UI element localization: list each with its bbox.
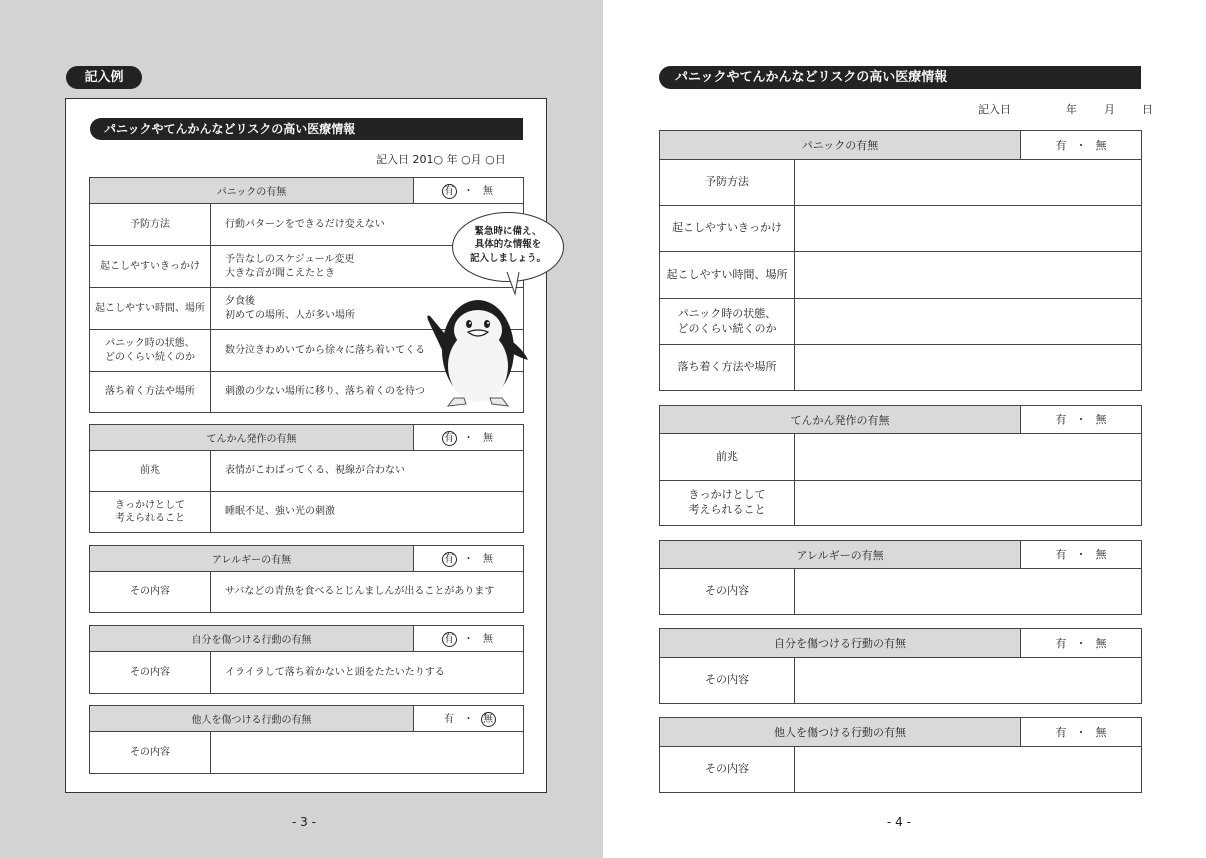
row-value-line: 数分泣きわめいてから徐々に落ち着いてくる <box>225 344 425 356</box>
row-label <box>90 288 211 330</box>
date-day: 日 <box>1142 103 1153 116</box>
option-yes[interactable]: 有 <box>442 431 457 446</box>
separator-dot: ・ <box>463 185 474 197</box>
section-header: てんかん発作の有無 <box>90 425 414 451</box>
table-row <box>90 572 524 613</box>
row-value-line: 夕食後 <box>225 296 255 307</box>
row-label <box>660 481 795 526</box>
table-row <box>90 492 524 533</box>
entry-field[interactable] <box>795 206 1142 252</box>
row-label-line: 予防方法 <box>705 175 749 189</box>
option-no[interactable]: 無 <box>1095 138 1107 152</box>
section-table <box>89 705 524 774</box>
speech-bubble-line: 具体的な情報を <box>474 239 542 251</box>
row-label <box>660 252 795 299</box>
table-row <box>660 299 1142 345</box>
row-label-line: その内容 <box>705 673 749 687</box>
entry-field[interactable] <box>795 481 1142 526</box>
row-label <box>660 160 795 206</box>
date-year: 年 <box>1066 103 1077 116</box>
row-value <box>211 572 524 613</box>
row-label-line: 起こしやすいきっかけ <box>672 221 782 235</box>
row-label-line: 起こしやすい時間、場所 <box>95 302 205 314</box>
table-row <box>660 252 1142 299</box>
yes-no-choice[interactable] <box>1021 718 1142 747</box>
date-label: 記入日 <box>978 103 1011 116</box>
row-label-line: 前兆 <box>716 449 738 463</box>
row-value-line: 大きな音が聞こえたとき <box>225 267 335 279</box>
row-label <box>660 658 795 704</box>
entry-field[interactable] <box>795 160 1142 206</box>
row-value <box>211 451 524 492</box>
table-row <box>90 451 524 492</box>
row-label-line: 考えられること <box>115 513 185 524</box>
row-label <box>90 330 211 372</box>
option-no[interactable]: 無 <box>1095 548 1107 561</box>
section-header: てんかん発作の有無 <box>660 406 1021 434</box>
row-label <box>660 299 795 345</box>
row-label-line: その内容 <box>130 746 170 758</box>
row-label <box>660 434 795 481</box>
section-table <box>89 625 524 694</box>
row-label-line: 考えられること <box>688 503 766 516</box>
row-label <box>90 246 211 288</box>
section-table <box>659 540 1142 615</box>
table-row <box>660 345 1142 391</box>
left-date-line: 記入日 201○ 年 ○月 ○日 <box>376 153 506 166</box>
table-row <box>660 658 1142 704</box>
row-value-line: 初めての場所、人が多い場所 <box>225 309 355 321</box>
page-number: - 4 - <box>887 815 911 829</box>
row-label <box>660 747 795 793</box>
section-table <box>89 545 524 613</box>
option-no[interactable]: 無 <box>483 553 494 565</box>
option-no[interactable]: 無 <box>1095 413 1107 426</box>
section-header: パニックの有無 <box>90 178 414 204</box>
row-value-line: 睡眠不足、強い光の刺激 <box>225 506 335 518</box>
option-yes[interactable]: 有 <box>1055 413 1067 426</box>
entry-field[interactable] <box>795 252 1142 299</box>
row-label-line: パニック時の状態、 <box>677 306 777 320</box>
row-label-line: 前兆 <box>140 465 160 477</box>
option-no[interactable]: 無 <box>1095 636 1107 650</box>
row-label-line: きっかけとして <box>688 488 766 502</box>
row-value-line: 刺激の少ない場所に移り、落ち着くのを待つ <box>225 386 425 398</box>
speech-bubble-line: 記入しましょう。 <box>469 252 546 264</box>
separator-dot: ・ <box>1075 413 1087 426</box>
row-label <box>660 345 795 391</box>
section-table <box>659 628 1142 704</box>
entry-field[interactable] <box>795 434 1142 481</box>
row-label <box>90 652 211 694</box>
row-label <box>90 204 211 246</box>
separator-dot: ・ <box>1075 138 1087 152</box>
entry-field[interactable] <box>795 747 1142 793</box>
row-label-line: パニック時の状態、 <box>105 338 195 349</box>
table-row <box>660 747 1142 793</box>
option-yes[interactable]: 有 <box>442 552 457 567</box>
option-yes[interactable]: 有 <box>1055 548 1067 561</box>
option-no[interactable]: 無 <box>481 712 496 727</box>
row-value-line: サバなどの青魚を食べるとじんましんが出ることがあります <box>225 586 495 598</box>
yes-no-choice[interactable] <box>414 706 524 732</box>
yes-no-choice[interactable] <box>414 546 524 572</box>
yes-no-choice[interactable] <box>414 425 524 451</box>
option-no[interactable]: 無 <box>483 185 494 197</box>
row-label-line: その内容 <box>130 666 170 678</box>
section-table <box>89 424 524 533</box>
section-header: 他人を傷つける行動の有無 <box>90 706 414 732</box>
table-row <box>660 160 1142 206</box>
right-section-heading: パニックやてんかんなどリスクの高い医療情報 <box>659 66 1141 89</box>
row-value <box>211 652 524 694</box>
yes-no-choice[interactable] <box>1021 131 1142 160</box>
separator-dot: ・ <box>1075 548 1087 561</box>
row-value-line: 行動パターンをできるだけ変えない <box>225 218 385 230</box>
row-value-line: イライラして落ち着かないと頭をたたいたりする <box>225 666 445 678</box>
row-label <box>90 572 211 613</box>
option-yes[interactable]: 有 <box>1055 138 1067 152</box>
row-label <box>90 732 211 774</box>
section-header: パニックの有無 <box>660 131 1021 160</box>
row-label <box>90 492 211 533</box>
row-label <box>90 451 211 492</box>
row-label-line: きっかけとして <box>115 499 185 511</box>
example-badge: 記入例 <box>66 66 142 89</box>
table-row <box>660 434 1142 481</box>
row-label-line: その内容 <box>705 762 749 776</box>
option-yes[interactable]: 有 <box>442 632 457 647</box>
section-header: 他人を傷つける行動の有無 <box>660 718 1021 747</box>
yes-no-choice[interactable] <box>414 626 524 652</box>
option-yes[interactable]: 有 <box>1055 636 1067 650</box>
option-yes[interactable]: 有 <box>442 184 457 199</box>
penguin-mascot-icon <box>420 288 532 410</box>
row-label-line: どのくらい続くのか <box>105 351 195 363</box>
separator-dot: ・ <box>463 633 474 645</box>
row-label-line: 起こしやすい時間、場所 <box>666 267 788 281</box>
option-no[interactable]: 無 <box>483 633 493 645</box>
row-value <box>211 732 524 774</box>
separator-dot: ・ <box>1075 636 1087 650</box>
option-no[interactable]: 無 <box>483 432 493 444</box>
separator-dot: ・ <box>463 713 474 725</box>
page-number: - 3 - <box>292 815 316 829</box>
row-label-line: その内容 <box>705 584 749 598</box>
table-row <box>660 569 1142 615</box>
row-label-line: どのくらい続くのか <box>677 321 777 335</box>
separator-dot: ・ <box>463 553 474 565</box>
row-label-line: 落ち着く方法や場所 <box>105 386 195 398</box>
yes-no-choice[interactable] <box>1021 541 1142 569</box>
option-no[interactable]: 無 <box>1095 725 1107 739</box>
section-header: 自分を傷つける行動の有無 <box>90 626 414 652</box>
separator-dot: ・ <box>463 432 474 444</box>
yes-no-choice[interactable] <box>1021 629 1142 658</box>
date-month: 月 <box>1104 103 1115 116</box>
table-row <box>90 652 524 694</box>
table-row <box>660 206 1142 252</box>
entry-field[interactable] <box>795 658 1142 704</box>
separator-dot: ・ <box>1075 725 1087 739</box>
row-label <box>660 569 795 615</box>
row-label-line: その内容 <box>130 586 170 598</box>
entry-field[interactable] <box>795 569 1142 615</box>
row-label <box>660 206 795 252</box>
row-label-line: 起こしやすいきっかけ <box>100 260 200 272</box>
option-yes[interactable]: 有 <box>444 713 454 725</box>
section-header: 自分を傷つける行動の有無 <box>660 629 1021 658</box>
yes-no-choice[interactable] <box>414 178 524 204</box>
row-value-line: 予告なしのスケジュール変更 <box>225 254 355 265</box>
table-row <box>90 732 524 774</box>
section-header: アレルギーの有無 <box>660 541 1021 569</box>
row-label-line: 落ち着く方法や場所 <box>677 360 777 374</box>
entry-field[interactable] <box>795 299 1142 345</box>
yes-no-choice[interactable] <box>1021 406 1142 434</box>
row-value <box>211 492 524 533</box>
option-yes[interactable]: 有 <box>1055 725 1067 739</box>
entry-field[interactable] <box>795 345 1142 391</box>
section-table <box>659 130 1142 391</box>
right-date-line <box>978 101 1153 117</box>
section-header: アレルギーの有無 <box>90 546 414 572</box>
row-label-line: 予防方法 <box>130 218 170 230</box>
row-value-line: 表情がこわばってくる、視線が合わない <box>225 465 405 477</box>
section-table <box>659 717 1142 793</box>
speech-bubble-line: 緊急時に備え、 <box>474 226 542 237</box>
left-section-heading: パニックやてんかんなどリスクの高い医療情報 <box>90 118 523 140</box>
table-row <box>660 481 1142 526</box>
section-table <box>659 405 1142 526</box>
row-label <box>90 372 211 413</box>
